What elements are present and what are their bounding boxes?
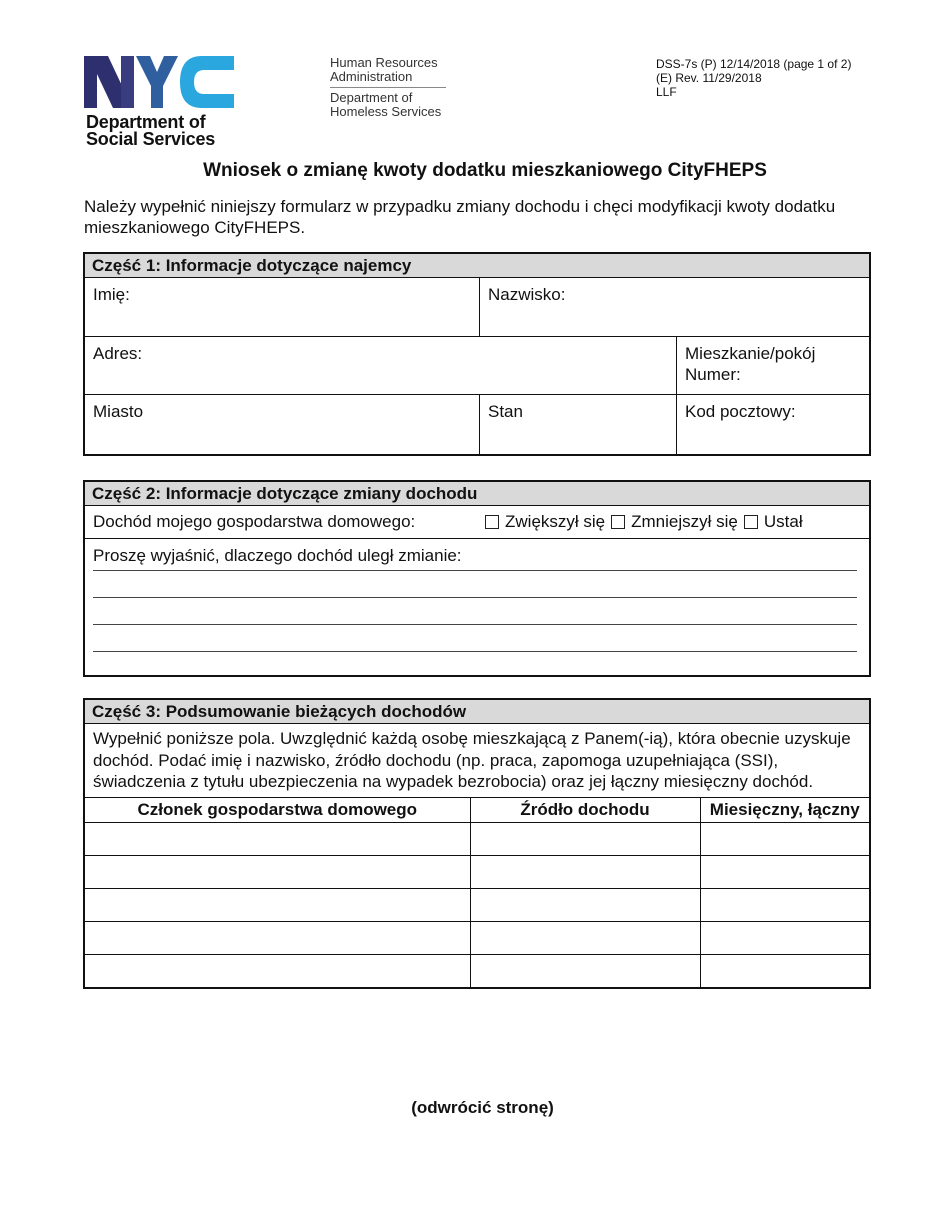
explanation-label: Proszę wyjaśnić, dlaczego dochód uległ zmianie: — [93, 546, 462, 565]
col-source-header: Źródło dochodu — [470, 797, 700, 822]
department-line: Social Services — [86, 129, 216, 149]
table-row — [85, 855, 869, 888]
decreased-label: Zmniejszył się — [631, 512, 738, 531]
address-field[interactable] — [85, 337, 676, 394]
part2-income-change — [83, 480, 871, 677]
checkbox-icon — [611, 515, 625, 529]
checkbox-icon — [744, 515, 758, 529]
nyc-logo-icon — [84, 56, 234, 110]
part1-heading: Część 1: Informacje dotyczące najemcy — [85, 254, 869, 278]
state-field[interactable] — [479, 395, 676, 454]
last-name-label: Nazwisko: — [488, 285, 566, 304]
income-status-row — [85, 506, 869, 539]
income-table-header — [85, 797, 869, 822]
monthly-cell[interactable] — [700, 822, 869, 855]
col-monthly-header: Miesięczny, łączny — [700, 797, 869, 822]
member-cell[interactable] — [85, 888, 470, 921]
increased-label: Zwiększył się — [505, 512, 606, 531]
col-member-header: Członek gospodarstwa domowego — [85, 797, 470, 822]
city-field[interactable] — [85, 395, 479, 454]
turn-page-note: (odwrócić stronę) — [411, 1098, 554, 1117]
decreased-checkbox[interactable] — [611, 511, 738, 532]
source-cell[interactable] — [470, 888, 700, 921]
explanation-line[interactable] — [93, 571, 857, 598]
form-code-line: DSS-7s (P) 12/14/2018 (page 1 of 2) — [656, 57, 852, 71]
name-row — [85, 278, 869, 337]
agency-names — [330, 56, 446, 119]
agency-line: Administration — [330, 69, 413, 84]
part2-heading: Część 2: Informacje dotyczące zmiany dochodu — [85, 482, 869, 506]
explanation-row — [85, 539, 869, 675]
source-cell[interactable] — [470, 855, 700, 888]
table-row — [85, 921, 869, 954]
department-line: Department of — [86, 112, 206, 132]
checkbox-icon — [485, 515, 499, 529]
last-name-field[interactable] — [479, 278, 869, 336]
increased-checkbox[interactable] — [485, 511, 605, 532]
member-cell[interactable] — [85, 921, 470, 954]
stopped-checkbox[interactable] — [744, 511, 803, 532]
stopped-label: Ustał — [763, 512, 803, 531]
part3-instructions: Wypełnić poniższe pola. Uwzględnić każdą osobę mieszkającą z Panem(-ią), która obecnie uzyskuje dochód. Podać imię i nazwisko, źródło dochodu (np. praca, zapomoga uzupełniająca (SSI), świadczenia z tytułu ubezpieczenia na wypadek bezrobocia) oraz jej łączny miesięczny dochód. — [93, 729, 851, 791]
monthly-cell[interactable] — [700, 855, 869, 888]
part3-heading: Część 3: Podsumowanie bieżących dochodów — [85, 700, 869, 724]
agency-divider — [330, 87, 446, 88]
agency-line: Department of — [330, 90, 413, 105]
form-code-line: (E) Rev. 11/29/2018 — [656, 71, 762, 85]
form-code-line: LLF — [656, 85, 677, 99]
source-cell[interactable] — [470, 954, 700, 987]
income-status-cell — [85, 506, 869, 538]
apartment-label: Mieszkanie/pokój — [685, 344, 816, 363]
source-cell[interactable] — [470, 822, 700, 855]
part3-income-summary — [83, 698, 871, 989]
state-label: Stan — [488, 402, 523, 421]
member-cell[interactable] — [85, 954, 470, 987]
income-status-label: Dochód mojego gospodarstwa domowego: — [93, 512, 416, 531]
address-label: Adres: — [93, 344, 143, 363]
table-row — [85, 888, 869, 921]
city-row — [85, 395, 869, 454]
zip-field[interactable] — [676, 395, 869, 454]
income-table — [85, 797, 869, 988]
page-title: Wniosek o zmianę kwoty dodatku mieszkaniowego CityFHEPS — [203, 160, 767, 181]
agency-line: Human Resources — [330, 55, 438, 70]
explanation-line[interactable] — [93, 625, 857, 652]
member-cell[interactable] — [85, 855, 470, 888]
table-row — [85, 954, 869, 987]
apartment-label: Numer: — [685, 365, 741, 384]
city-label: Miasto — [93, 402, 144, 421]
monthly-cell[interactable] — [700, 888, 869, 921]
monthly-cell[interactable] — [700, 921, 869, 954]
intro-text: Należy wypełnić niniejszy formularz w przypadku zmiany dochodu i chęci modyfikacji kwoty dodatku mieszkaniowego CityFHEPS. — [84, 197, 836, 237]
explanation-line[interactable] — [93, 598, 857, 625]
first-name-label: Imię: — [93, 285, 130, 304]
apartment-number-field[interactable] — [676, 337, 869, 394]
form-code — [656, 57, 851, 99]
table-row — [85, 822, 869, 855]
monthly-cell[interactable] — [700, 954, 869, 987]
agency-line: Homeless Services — [330, 104, 442, 119]
member-cell[interactable] — [85, 822, 470, 855]
department-name — [86, 114, 215, 148]
nyc-dss-logo — [84, 52, 442, 152]
part1-tenant-info — [83, 252, 871, 456]
source-cell[interactable] — [470, 921, 700, 954]
first-name-field[interactable] — [85, 278, 479, 336]
zip-label: Kod pocztowy: — [685, 402, 796, 421]
address-row — [85, 337, 869, 395]
